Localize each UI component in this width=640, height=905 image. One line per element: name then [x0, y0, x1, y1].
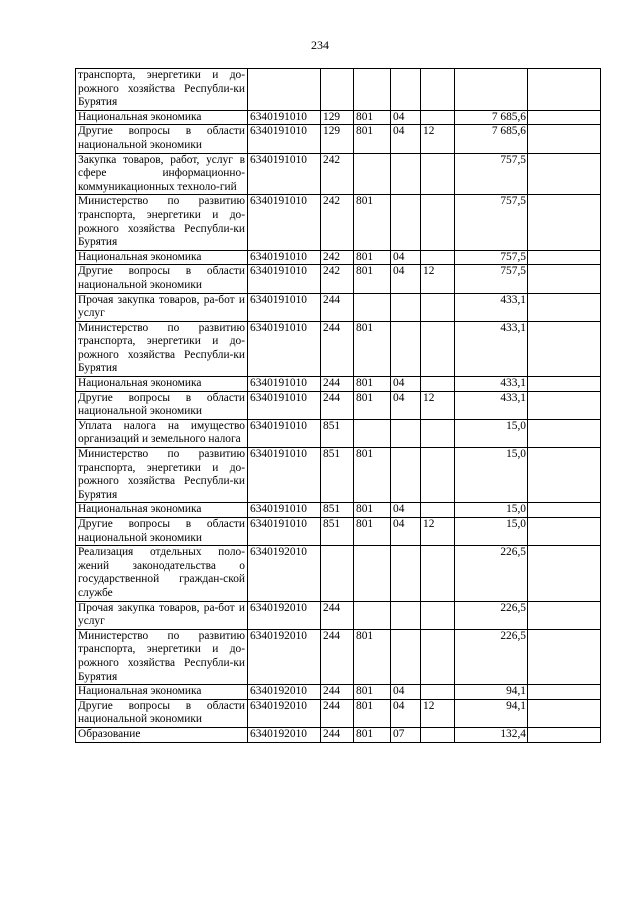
cell-expense-type	[321, 546, 354, 601]
cell-expense-name: Другие вопросы в области национальной экономики	[76, 391, 248, 419]
table-row	[76, 419, 601, 447]
cell-target-article: 6340191010	[248, 321, 321, 376]
cell-amount: 15,0	[455, 518, 528, 546]
cell-section: 04	[391, 685, 421, 700]
cell-ministry-code: 801	[354, 265, 391, 293]
cell-amount: 226,5	[455, 601, 528, 629]
cell-section	[391, 601, 421, 629]
budget-table	[75, 68, 601, 743]
cell-amount: 226,5	[455, 629, 528, 684]
cell-expense-name: Национальная экономика	[76, 110, 248, 125]
cell-target-article: 6340191010	[248, 125, 321, 153]
cell-amount: 7 685,6	[455, 110, 528, 125]
cell-extra	[528, 377, 601, 392]
cell-extra	[528, 265, 601, 293]
cell-expense-type: 244	[321, 629, 354, 684]
cell-amount: 757,5	[455, 265, 528, 293]
cell-subsection	[421, 419, 455, 447]
cell-expense-name: Прочая закупка товаров, ра-бот и услуг	[76, 601, 248, 629]
cell-section: 04	[391, 503, 421, 518]
cell-subsection	[421, 69, 455, 111]
cell-subsection	[421, 110, 455, 125]
cell-section	[391, 195, 421, 250]
cell-target-article: 6340192010	[248, 699, 321, 727]
table-row	[76, 518, 601, 546]
cell-ministry-code: 801	[354, 110, 391, 125]
cell-expense-name: Другие вопросы в области национальной экономики	[76, 518, 248, 546]
cell-amount: 132,4	[455, 727, 528, 742]
cell-target-article: 6340192010	[248, 601, 321, 629]
cell-expense-type: 242	[321, 195, 354, 250]
cell-ministry-code	[354, 601, 391, 629]
cell-section	[391, 546, 421, 601]
cell-ministry-code	[354, 69, 391, 111]
cell-expense-type: 244	[321, 293, 354, 321]
cell-subsection	[421, 503, 455, 518]
cell-amount: 7 685,6	[455, 125, 528, 153]
cell-amount: 757,5	[455, 250, 528, 265]
cell-expense-type: 244	[321, 685, 354, 700]
cell-expense-name: Уплата налога на имущество организаций и земельного налога	[76, 419, 248, 447]
cell-extra	[528, 125, 601, 153]
table-body	[76, 69, 601, 743]
cell-section	[391, 629, 421, 684]
table-row	[76, 699, 601, 727]
cell-expense-type: 244	[321, 699, 354, 727]
cell-extra	[528, 69, 601, 111]
table-row	[76, 448, 601, 503]
cell-expense-type: 242	[321, 153, 354, 195]
cell-amount: 15,0	[455, 419, 528, 447]
table-row	[76, 321, 601, 376]
cell-amount: 94,1	[455, 699, 528, 727]
cell-ministry-code: 801	[354, 503, 391, 518]
cell-ministry-code: 801	[354, 250, 391, 265]
cell-subsection: 12	[421, 699, 455, 727]
table-row	[76, 110, 601, 125]
cell-expense-type: 851	[321, 518, 354, 546]
cell-expense-name: Национальная экономика	[76, 503, 248, 518]
cell-target-article: 6340191010	[248, 250, 321, 265]
cell-expense-type: 129	[321, 125, 354, 153]
cell-section: 04	[391, 265, 421, 293]
cell-subsection	[421, 153, 455, 195]
cell-target-article: 6340191010	[248, 391, 321, 419]
cell-subsection	[421, 321, 455, 376]
cell-section: 04	[391, 377, 421, 392]
cell-target-article: 6340191010	[248, 448, 321, 503]
cell-ministry-code: 801	[354, 391, 391, 419]
cell-target-article: 6340191010	[248, 503, 321, 518]
cell-subsection	[421, 448, 455, 503]
cell-ministry-code: 801	[354, 699, 391, 727]
cell-expense-name: Министерство по развитию транспорта, энергетики и до-рожного хозяйства Республи-ки Бурятия	[76, 629, 248, 684]
cell-ministry-code: 801	[354, 629, 391, 684]
cell-subsection	[421, 293, 455, 321]
cell-expense-type	[321, 69, 354, 111]
table-row	[76, 265, 601, 293]
cell-extra	[528, 601, 601, 629]
cell-amount	[455, 69, 528, 111]
cell-subsection: 12	[421, 125, 455, 153]
cell-target-article: 6340191010	[248, 265, 321, 293]
cell-target-article: 6340191010	[248, 293, 321, 321]
cell-target-article: 6340191010	[248, 153, 321, 195]
cell-expense-type: 851	[321, 448, 354, 503]
cell-subsection	[421, 377, 455, 392]
cell-extra	[528, 110, 601, 125]
cell-target-article	[248, 69, 321, 111]
cell-amount: 226,5	[455, 546, 528, 601]
cell-ministry-code: 801	[354, 195, 391, 250]
cell-extra	[528, 250, 601, 265]
cell-ministry-code	[354, 293, 391, 321]
table-row	[76, 250, 601, 265]
cell-expense-type: 244	[321, 377, 354, 392]
cell-extra	[528, 153, 601, 195]
cell-extra	[528, 503, 601, 518]
table-row	[76, 69, 601, 111]
cell-subsection	[421, 250, 455, 265]
cell-ministry-code: 801	[354, 518, 391, 546]
cell-expense-name: Министерство по развитию транспорта, энергетики и до-рожного хозяйства Республи-ки Бурятия	[76, 448, 248, 503]
cell-subsection: 12	[421, 391, 455, 419]
cell-ministry-code: 801	[354, 377, 391, 392]
cell-expense-type: 244	[321, 601, 354, 629]
cell-target-article: 6340191010	[248, 377, 321, 392]
cell-target-article: 6340192010	[248, 727, 321, 742]
table-row	[76, 125, 601, 153]
cell-target-article: 6340191010	[248, 419, 321, 447]
cell-expense-name: транспорта, энергетики и до-рожного хозяйства Республи-ки Бурятия	[76, 69, 248, 111]
cell-amount: 433,1	[455, 321, 528, 376]
cell-expense-type: 244	[321, 321, 354, 376]
cell-expense-name: Министерство по развитию транспорта, энергетики и до-рожного хозяйства Республи-ки Бурятия	[76, 321, 248, 376]
cell-target-article: 6340191010	[248, 195, 321, 250]
cell-expense-type: 242	[321, 250, 354, 265]
cell-section: 04	[391, 250, 421, 265]
cell-expense-name: Национальная экономика	[76, 250, 248, 265]
table-row	[76, 629, 601, 684]
cell-subsection	[421, 727, 455, 742]
table-row	[76, 293, 601, 321]
cell-expense-name: Другие вопросы в области национальной экономики	[76, 125, 248, 153]
cell-expense-type: 129	[321, 110, 354, 125]
cell-expense-name: Национальная экономика	[76, 377, 248, 392]
cell-expense-name: Прочая закупка товаров, ра-бот и услуг	[76, 293, 248, 321]
cell-extra	[528, 685, 601, 700]
table-row	[76, 195, 601, 250]
cell-ministry-code	[354, 419, 391, 447]
cell-expense-name: Национальная экономика	[76, 685, 248, 700]
cell-amount: 433,1	[455, 391, 528, 419]
cell-section	[391, 448, 421, 503]
cell-section	[391, 419, 421, 447]
cell-subsection	[421, 546, 455, 601]
cell-ministry-code: 801	[354, 685, 391, 700]
table-row	[76, 685, 601, 700]
cell-expense-type: 244	[321, 727, 354, 742]
table-row	[76, 601, 601, 629]
cell-expense-type: 242	[321, 265, 354, 293]
table-row	[76, 391, 601, 419]
cell-section: 04	[391, 518, 421, 546]
cell-target-article: 6340192010	[248, 546, 321, 601]
cell-extra	[528, 391, 601, 419]
page-number: 234	[311, 38, 329, 52]
cell-extra	[528, 321, 601, 376]
table-row	[76, 153, 601, 195]
cell-expense-type: 851	[321, 503, 354, 518]
table-row	[76, 546, 601, 601]
cell-amount: 94,1	[455, 685, 528, 700]
cell-ministry-code: 801	[354, 125, 391, 153]
cell-section	[391, 321, 421, 376]
cell-ministry-code: 801	[354, 448, 391, 503]
cell-section: 04	[391, 110, 421, 125]
cell-amount: 15,0	[455, 503, 528, 518]
cell-amount: 433,1	[455, 293, 528, 321]
cell-subsection: 12	[421, 518, 455, 546]
cell-extra	[528, 195, 601, 250]
cell-subsection	[421, 629, 455, 684]
cell-section	[391, 293, 421, 321]
table-row	[76, 377, 601, 392]
cell-target-article: 6340192010	[248, 629, 321, 684]
cell-expense-name: Реализация отдельных поло-жений законодательства о государственной граждан-ской службе	[76, 546, 248, 601]
cell-extra	[528, 293, 601, 321]
cell-expense-name: Другие вопросы в области национальной экономики	[76, 699, 248, 727]
cell-expense-type: 851	[321, 419, 354, 447]
cell-expense-name: Министерство по развитию транспорта, энергетики и до-рожного хозяйства Республи-ки Бурятия	[76, 195, 248, 250]
cell-expense-name: Образование	[76, 727, 248, 742]
cell-ministry-code: 801	[354, 321, 391, 376]
cell-section: 04	[391, 125, 421, 153]
cell-extra	[528, 448, 601, 503]
cell-expense-name: Другие вопросы в области национальной экономики	[76, 265, 248, 293]
cell-target-article: 6340191010	[248, 110, 321, 125]
table-row	[76, 503, 601, 518]
cell-subsection	[421, 685, 455, 700]
cell-amount: 433,1	[455, 377, 528, 392]
cell-extra	[528, 419, 601, 447]
cell-amount: 757,5	[455, 153, 528, 195]
cell-section: 07	[391, 727, 421, 742]
cell-extra	[528, 727, 601, 742]
cell-expense-type: 244	[321, 391, 354, 419]
cell-extra	[528, 629, 601, 684]
cell-amount: 15,0	[455, 448, 528, 503]
cell-subsection: 12	[421, 265, 455, 293]
cell-ministry-code	[354, 153, 391, 195]
cell-section: 04	[391, 391, 421, 419]
cell-section: 04	[391, 699, 421, 727]
cell-extra	[528, 546, 601, 601]
cell-subsection	[421, 601, 455, 629]
table-row	[76, 727, 601, 742]
cell-amount: 757,5	[455, 195, 528, 250]
cell-section	[391, 153, 421, 195]
cell-subsection	[421, 195, 455, 250]
cell-ministry-code: 801	[354, 727, 391, 742]
cell-ministry-code	[354, 546, 391, 601]
cell-target-article: 6340192010	[248, 685, 321, 700]
cell-extra	[528, 518, 601, 546]
cell-target-article: 6340191010	[248, 518, 321, 546]
cell-expense-name: Закупка товаров, работ, услуг в сфере информационно-коммуникационных техноло-гий	[76, 153, 248, 195]
cell-extra	[528, 699, 601, 727]
cell-section	[391, 69, 421, 111]
